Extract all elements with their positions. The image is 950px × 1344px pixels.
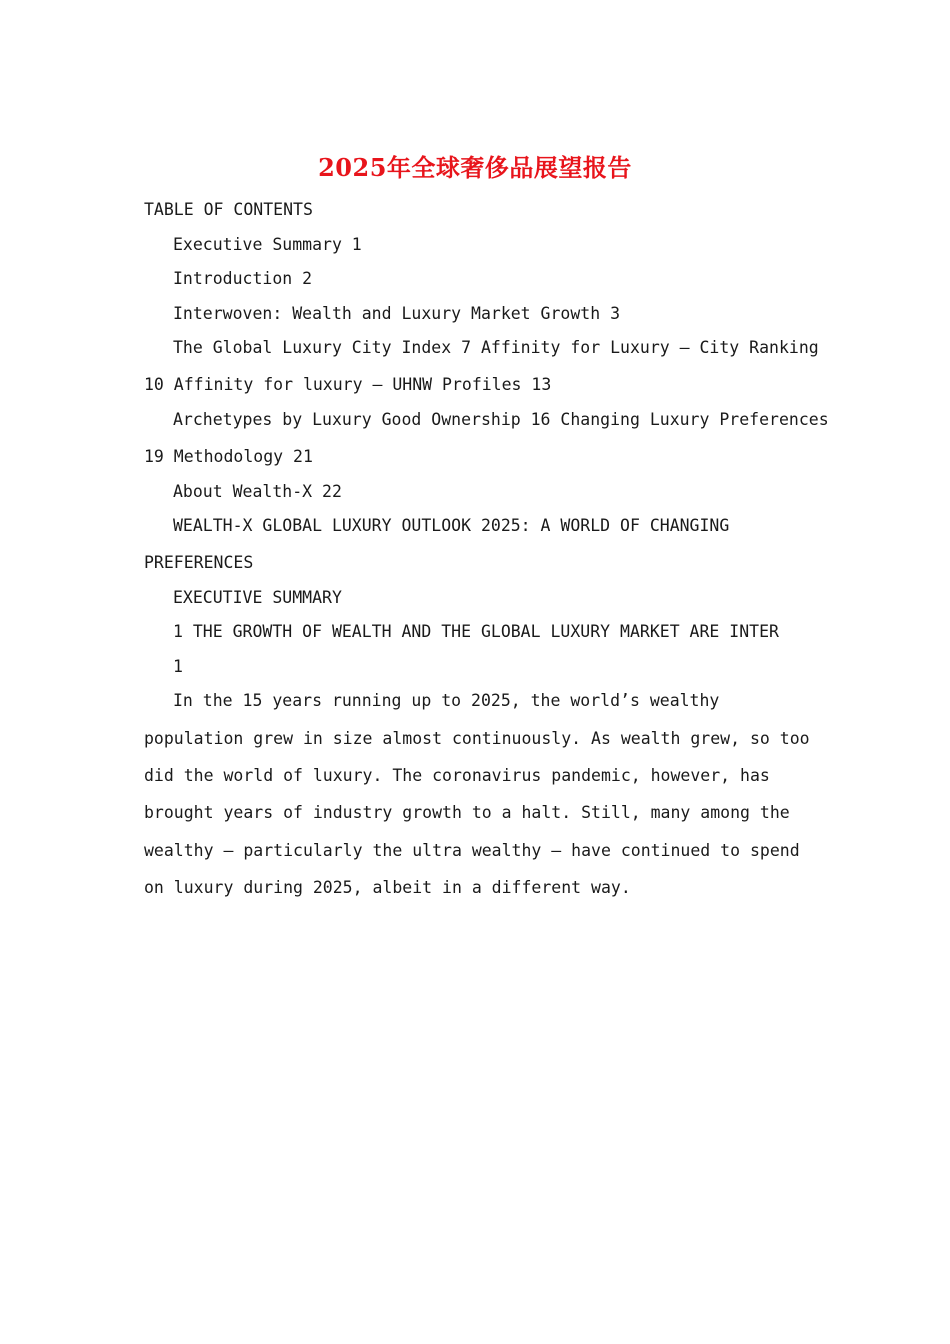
report-heading: PREFERENCES bbox=[144, 553, 254, 572]
section-subheading: 1 THE GROWTH OF WEALTH AND THE GLOBAL LUXURY MARKET ARE INTER bbox=[173, 622, 779, 641]
toc-entry: 10 Affinity for luxury – UHNW Profiles 13 bbox=[144, 375, 552, 394]
toc-entry: 19 Methodology 21 bbox=[144, 447, 313, 466]
toc-entry: Archetypes by Luxury Good Ownership 16 Changing Luxury Preferences bbox=[173, 410, 829, 429]
body-paragraph-line: wealthy – particularly the ultra wealthy – have continued to spend bbox=[144, 841, 800, 860]
body-paragraph-line: In the 15 years running up to 2025, the world’s wealthy bbox=[173, 691, 720, 710]
toc-heading: TABLE OF CONTENTS bbox=[144, 200, 313, 219]
body-paragraph-line: on luxury during 2025, albeit in a different way. bbox=[144, 878, 631, 897]
toc-entry: Introduction 2 bbox=[173, 269, 313, 288]
toc-entry: About Wealth-X 22 bbox=[173, 482, 342, 501]
body-paragraph-line: brought years of industry growth to a halt. Still, many among the bbox=[144, 803, 790, 822]
document-title: 2025年全球奢侈品展望报告 bbox=[318, 153, 632, 182]
toc-entry: Interwoven: Wealth and Luxury Market Growth 3 bbox=[173, 304, 621, 323]
toc-entry: The Global Luxury City Index 7 Affinity for Luxury – City Ranking bbox=[173, 338, 819, 357]
body-paragraph-line: did the world of luxury. The coronavirus pandemic, however, has bbox=[144, 766, 770, 785]
section-heading: EXECUTIVE SUMMARY bbox=[173, 588, 342, 607]
body-paragraph-line: population grew in size almost continuously. As wealth grew, so too bbox=[144, 729, 810, 748]
report-heading: WEALTH-X GLOBAL LUXURY OUTLOOK 2025: A WORLD OF CHANGING bbox=[173, 516, 730, 535]
toc-entry: Executive Summary 1 bbox=[173, 235, 362, 254]
page-number: 1 bbox=[173, 657, 183, 676]
